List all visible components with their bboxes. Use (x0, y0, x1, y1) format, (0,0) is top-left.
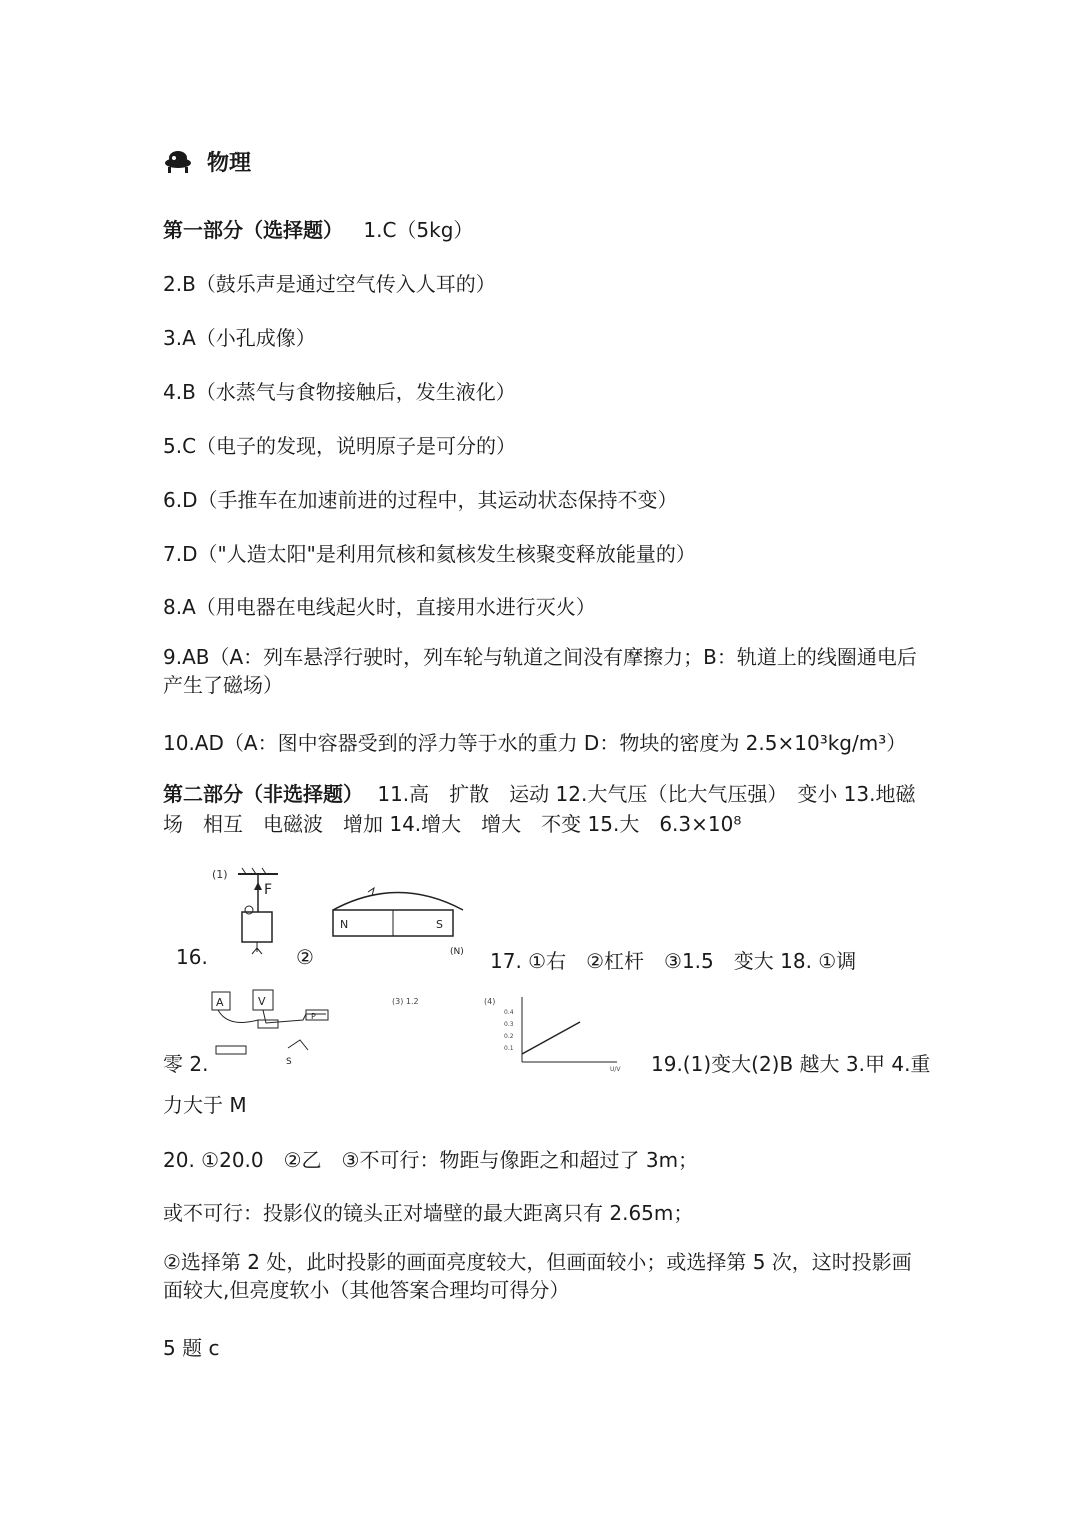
answer-8: 8.A（用电器在电线起火时，直接用水进行灭火） (163, 595, 596, 619)
section-title: 物理 (207, 150, 252, 176)
south-pole-label: S (436, 918, 443, 931)
switch (288, 1040, 308, 1050)
part2-block (163, 779, 923, 839)
resistor (258, 1020, 278, 1028)
data-line (522, 1022, 580, 1054)
answer-9: 9.AB（A：列车悬浮行驶时，列车轮与轨道之间没有摩擦力；B：轨道上的线圈通电后产生了磁场） (163, 645, 917, 697)
y-tick-label: 0.2 (504, 1033, 514, 1040)
q18-lead: 零 2. (163, 1052, 209, 1076)
answer-2: 2.B（鼓乐声是通过空气传入人耳的） (163, 272, 496, 296)
magnet-diagram (318, 880, 478, 960)
q19-answers: 19.(1)变大(2)B 越大 3.甲 4.重 (651, 1052, 931, 1076)
x-unit-label: U/V (610, 1066, 621, 1072)
answer-10: 10.AD（A：图中容器受到的浮力等于水的重力 D：物块的密度为 2.5×10³kg/m³） (163, 731, 907, 755)
rheostat-box (306, 1010, 328, 1020)
q20-line3: ②选择第 2 处，此时投影的画面亮度较大，但画面较小；或选择第 5 次，这时投影画面较大,但亮度软小（其他答案合理均可得分） (163, 1250, 912, 1302)
rheostat-label: P (311, 1012, 316, 1021)
compass-label: (N) (450, 947, 464, 957)
y-tick-label: 0.4 (504, 1009, 514, 1016)
contact-point (245, 906, 253, 914)
q20-line2: 或不可行：投影仪的镜头正对墙壁的最大距离只有 2.65m； (163, 1201, 694, 1225)
q20-line1: 20. ①20.0 ②乙 ③不可行：物距与像距之和超过了 3m； (163, 1148, 699, 1172)
q16-17-18-answers: 17. ①右 ②杠杆 ③1.5 变大 18. ①调 (490, 949, 857, 973)
answer-4: 4.B（水蒸气与食物接触后，发生液化） (163, 380, 516, 404)
part1-heading: 第一部分（选择题） (163, 218, 343, 242)
part2-heading: 第二部分（非选择题） (163, 782, 363, 806)
y-tick-label: 0.3 (504, 1021, 514, 1028)
north-pole-label: N (340, 918, 349, 931)
force-label: F (264, 882, 273, 898)
part1-line (163, 214, 473, 243)
voltmeter-label: V (258, 995, 266, 1008)
footer-note: 5 题 c (163, 1336, 220, 1360)
answer-6: 6.D（手推车在加速前进的过程中，其运动状态保持不变） (163, 488, 678, 512)
y-tick-label: 0.1 (504, 1045, 514, 1052)
q19-continuation: 力大于 M (163, 1093, 247, 1117)
q16-circ2: ② (296, 945, 314, 969)
circuit-diagram (208, 988, 348, 1068)
graph-label-4: (4) (484, 997, 496, 1006)
fig1-label: (1) (212, 868, 228, 881)
ammeter-label: A (216, 996, 224, 1009)
force-arrow (254, 882, 262, 890)
hanging-block (242, 912, 272, 942)
iu-graph (392, 992, 632, 1072)
wire (218, 1010, 326, 1023)
q16-number: 16. (176, 945, 208, 969)
answer-3: 3.A（小孔成像） (163, 326, 316, 350)
section-title-row (163, 143, 251, 179)
switch-label: S (286, 1057, 292, 1067)
answer-1: 1.C（5kg） (363, 218, 474, 242)
force-diagram (210, 862, 290, 957)
part2-answers: 11.高 扩散 运动 12.大气压（比大气压强） 变小 13.地磁场 相互 电磁波 增加 14.增大 增大 不变 15.大 6.3×10⁸ (163, 782, 916, 836)
battery (216, 1046, 246, 1054)
ufo-icon (163, 146, 193, 176)
answer-7: 7.D（"人造太阳"是利用氘核和氦核发生核聚变释放能量的） (163, 542, 696, 566)
answer-5: 5.C（电子的发现，说明原子是可分的） (163, 434, 517, 458)
field-line (333, 893, 463, 911)
gravity-arrow (252, 942, 262, 954)
graph-label-3: (3) 1.2 (392, 997, 419, 1006)
